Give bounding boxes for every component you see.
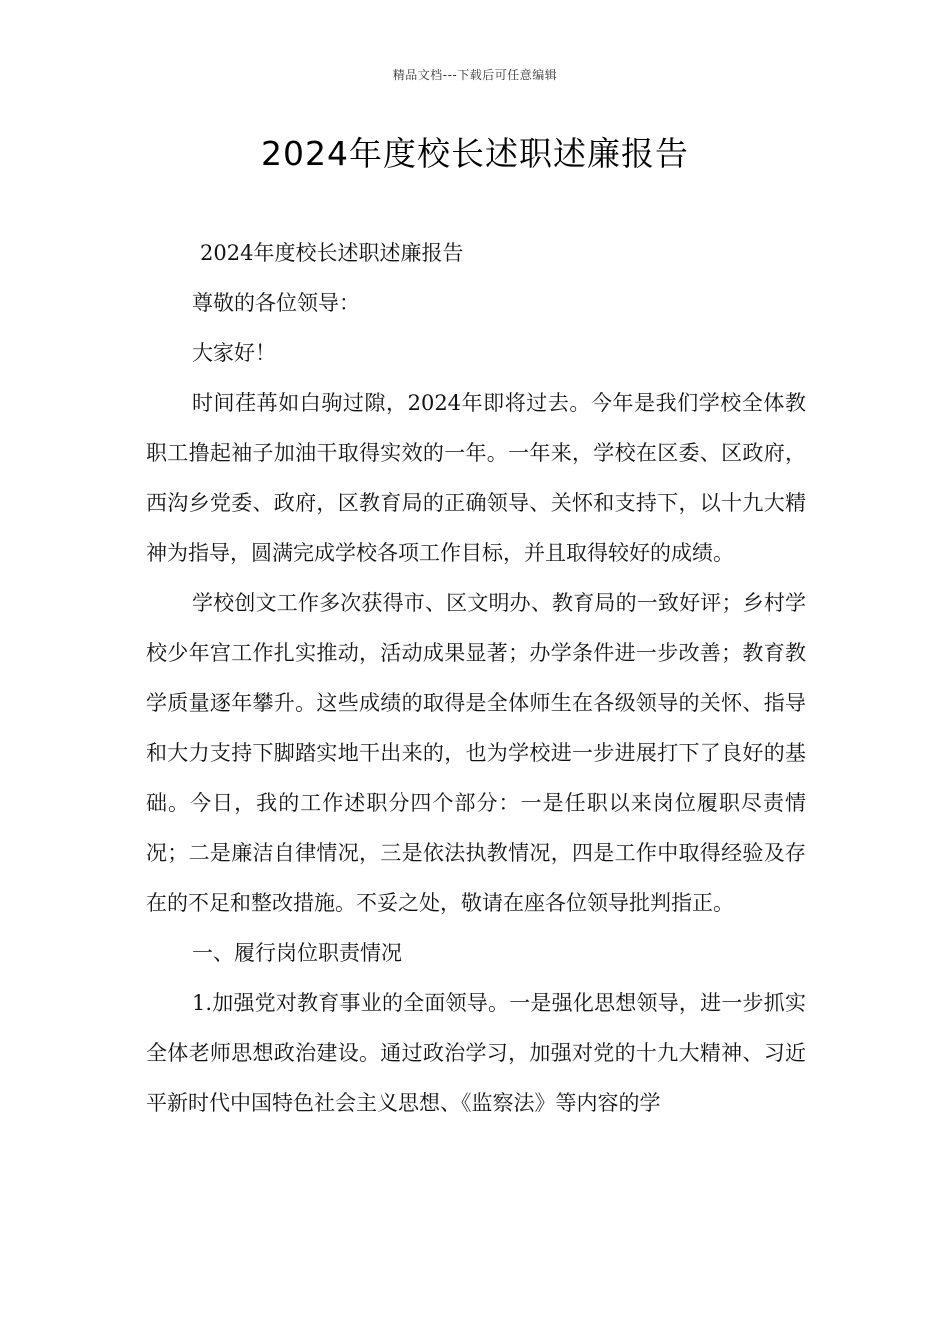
paragraph: 1.加强党对教育事业的全面领导。一是强化思想领导，进一步抓实全体老师思想政治建设。通过政治学习，加强对党的十九大精神、习近平新时代中国特色社会主义思想、《监察法》等内容的学 (146, 991, 806, 1115)
header-note: 精品文档---下载后可任意编辑 (392, 68, 558, 82)
document-title: 2024年度校长述职述廉报告 (261, 134, 689, 173)
document-body (146, 228, 806, 1128)
paragraph: 时间荏苒如白驹过隙，2024年即将过去。今年是我们学校全体教职工撸起袖子加油干取得实效的一年。一年来，学校在区委、区政府，西沟乡党委、政府，区教育局的正确领导、关怀和支持下，以十九大精神为指导，圆满完成学校各项工作目标，并且取得较好的成绩。 (146, 391, 806, 565)
section-heading: 一、履行岗位职责情况 (192, 941, 402, 965)
paragraph: 学校创文工作多次获得市、区文明办、教育局的一致好评；乡村学校少年宫工作扎实推动，活动成果显著；办学条件进一步改善；教育教学质量逐年攀升。这些成绩的取得是全体师生在各级领导的关怀、指导和大力支持下脚踏实地干出来的，也为学校进一步进展打下了良好的基础。今日，我的工作述职分四个部分：一是任职以来岗位履职尽责情况；二是廉洁自律情况，三是依法执教情况，四是工作中取得经验及存在的不足和整改措施。不妥之处，敬请在座各位领导批判指正。 (146, 591, 806, 915)
salutation: 尊敬的各位领导： (192, 291, 360, 315)
greeting: 大家好！ (192, 341, 276, 365)
body-subtitle: 2024年度校长述职述廉报告 (200, 241, 464, 265)
